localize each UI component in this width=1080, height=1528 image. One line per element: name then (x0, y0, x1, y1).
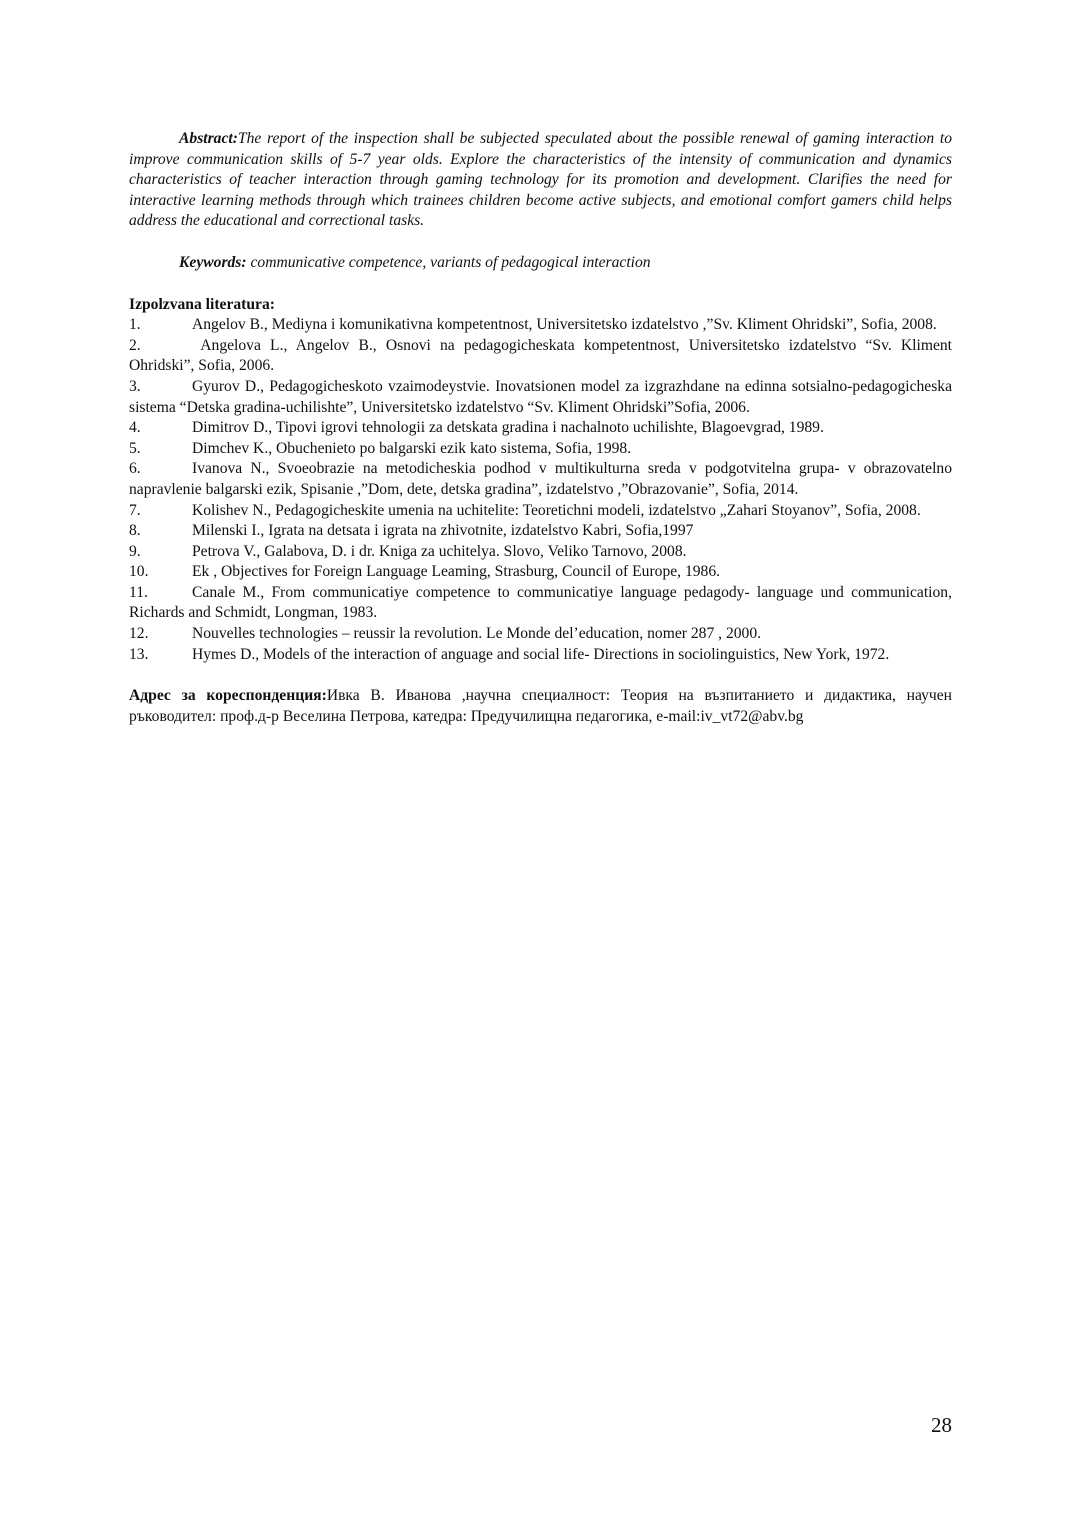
address-label: Адрес за кореспонденция: (129, 687, 327, 705)
reference-item (129, 336, 952, 377)
abstract-paragraph (129, 129, 952, 232)
reference-number: 11. (129, 583, 148, 601)
reference-item (129, 439, 952, 460)
reference-text: Angelov B., Mediyna i komunikativna kompetentnost, Universitetsko izdatelstvo ,”Sv. Kliment Ohridski”, Sofia, 2008. (192, 316, 937, 334)
reference-number: 13. (129, 645, 149, 663)
abstract-text: The report of the inspection shall be subjected speculated about the possible renewal of gaming interaction to improve communication skills of 5-7 year olds. Explore the characteristics of the intensity of communication and dynamics characteristics of teacher interaction through gaming technology for its promotion and development. Clarifies the need for interactive learning methods through which trainees children become active subjects, and emotional comfort gamers child helps address the educational and correctional tasks. (129, 130, 952, 230)
reference-item (129, 583, 952, 624)
reference-item (129, 459, 952, 500)
keywords-label: Keywords: (179, 253, 247, 271)
reference-item (129, 542, 952, 563)
correspondence-address (129, 686, 952, 727)
reference-item (129, 377, 952, 418)
reference-number: 9. (129, 542, 141, 560)
page-number: 28 (931, 1413, 952, 1437)
keywords-paragraph (129, 253, 952, 274)
reference-text: Nouvelles technologies – reussir la revolution. Le Monde del’education, nomer 287 , 2000. (192, 625, 762, 643)
reference-text: Dimchev K., Obuchenieto po balgarski ezik kato sistema, Sofia, 1998. (192, 439, 632, 457)
reference-item (129, 624, 952, 645)
reference-item (129, 418, 952, 439)
address-text: Ивка В. Иванова ,научна специалност: Теория на възпитанието и дидактика, научен ръководител: проф.д-р Веселина Петрова, катедра: Предучилищна педагогика, e-mail:iv_vt72@abv.bg (129, 687, 953, 725)
reference-text: Angelova L., Angelov B., Osnovi na pedagogicheskata kompetentnost, Universitetsko izdatelstvo “Sv. Kliment Ohridski”, Sofia, 2006. (129, 336, 952, 375)
literature-heading: Izpolzvana literatura: (129, 295, 275, 313)
reference-text: Milenski I., Igrata na detsata i igrata na zhivotnite, izdatelstvo Kabri, Sofia,1997 (192, 522, 694, 540)
reference-number: 12. (129, 625, 149, 643)
reference-text: Ek , Objectives for Foreign Language Leaming, Strasburg, Council of Europe, 1986. (192, 563, 721, 581)
reference-item (129, 521, 952, 542)
reference-text: Hymes D., Models of the interaction of anguage and social life- Directions in sociolinguistics, New York, 1972. (192, 645, 890, 663)
reference-item (129, 645, 952, 666)
reference-item (129, 501, 952, 522)
reference-number: 7. (129, 501, 141, 519)
reference-number: 1. (129, 316, 141, 334)
reference-number: 6. (129, 460, 141, 478)
document-body (129, 129, 952, 727)
reference-item (129, 562, 952, 583)
reference-text: Dimitrov D., Tipovi igrovi tehnologii za detskata gradina i nachalnoto uchilishte, Blagoevgrad, 1989. (192, 419, 824, 437)
abstract-label: Abstract: (179, 130, 238, 147)
reference-text: Petrova V., Galabova, D. i dr. Kniga za uchitelya. Slovo, Veliko Tarnovo, 2008. (192, 542, 687, 560)
reference-number: 10. (129, 563, 149, 581)
reference-number: 3. (129, 377, 141, 395)
reference-text: Gyurov D., Pedagogicheskoto vzaimodeystvie. Inovatsionen model za izgrazhdane na edinna sotsialno-pedagogicheska sistema “Detska gradina-uchilishte”, Universitetsko izdatelstvo “Sv. Kliment Ohridski”Sofia, 2006. (129, 377, 952, 416)
reference-text: Ivanova N., Svoeobrazie na metodicheskia podhod v multikulturna sreda v podgotvitelna grupa- v obrazovatelno napravlenie balgarski ezik, Spisanie ,”Dom, dete, detska gradina”, izdatelstvo ,”Obrazovanie”, Sofia, 2014. (129, 460, 952, 498)
reference-number: 5. (129, 439, 141, 457)
reference-text: Canale M., From communicatiye competence to communicatiye language pedagody- language und communication, Richards and Schmidt, Longman, 1983. (129, 583, 952, 622)
reference-number: 8. (129, 522, 141, 540)
reference-text: Kolishev N., Pedagogicheskite umenia na uchitelite: Teoretichni modeli, izdatelstvo „Zahari Stoyanov”, Sofia, 2008. (192, 501, 921, 519)
keywords-text: communicative competence, variants of pedagogical interaction (246, 253, 651, 271)
reference-number: 2. (129, 336, 141, 354)
reference-item (129, 315, 952, 336)
reference-list (129, 315, 952, 665)
reference-number: 4. (129, 419, 141, 437)
